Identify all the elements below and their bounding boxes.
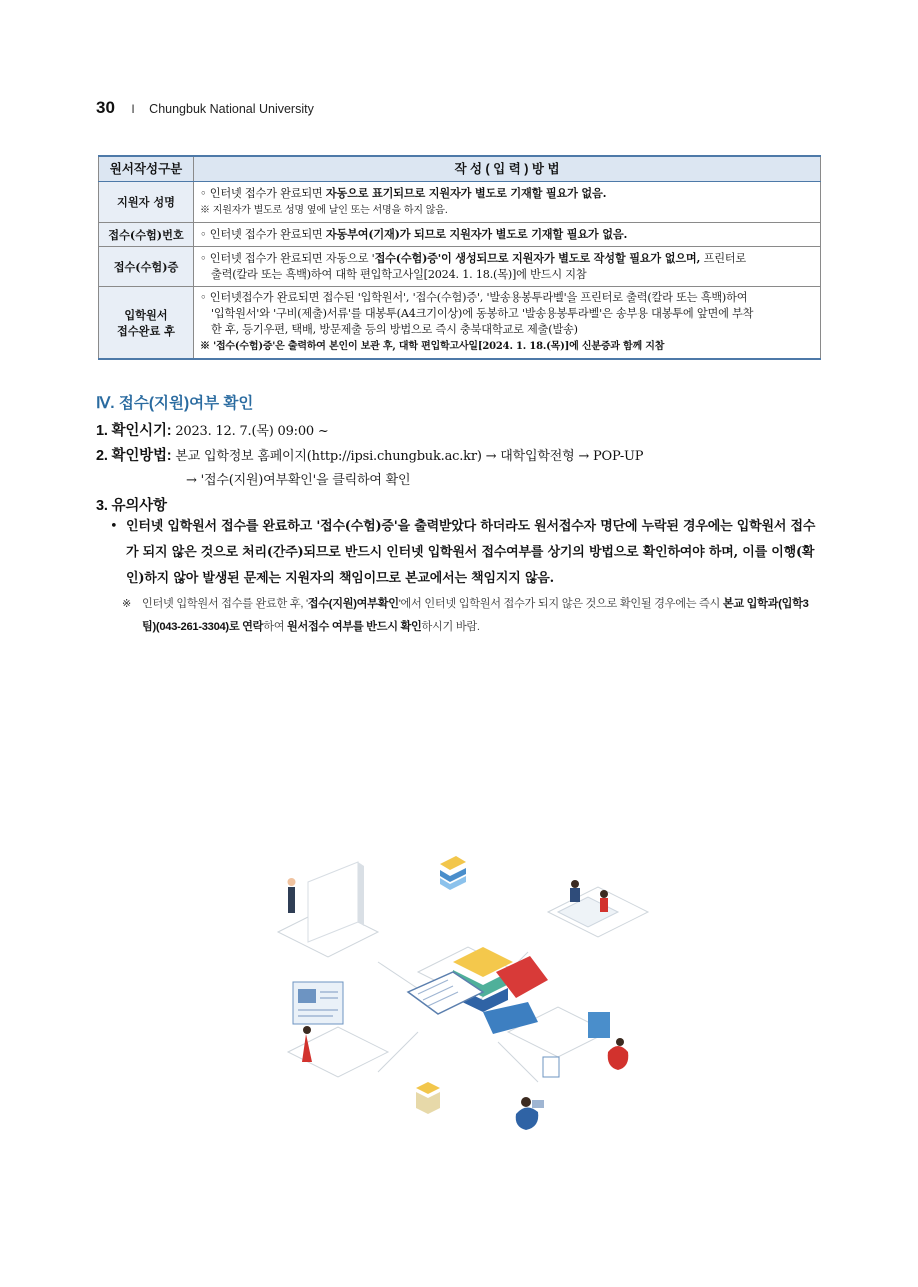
row-text-bold: 접수(수험)증'이 생성되므로 지원자가 별도로 작성할 필요가 없으며, [374,251,701,265]
item-key: 3. 유의사항 [96,498,167,514]
note-mark: ※ [122,598,132,610]
col1-header: 원서작성구분 [99,156,194,182]
note-seg-bold: 원서접수 여부를 반드시 확인 [287,621,422,633]
col2-header: 작 성 ( 입 력 ) 방 법 [194,156,821,182]
note-seg: 하여 [263,621,288,633]
row-text: ◦ 인터넷 접수가 완료되면 [200,187,326,200]
check-method [96,446,643,467]
panel-icon [588,1012,610,1038]
row-note: ※ '접수(수험)증'은 출력하여 본인이 보관 후, 대학 편입학고사일[2024. 1. 18.(목)]에 신분증과 함께 지참 [200,341,665,352]
person-seated-icon [516,1107,539,1130]
bullet: • [110,519,118,534]
row-content [194,223,821,247]
table-header-row [99,156,821,182]
row-content [194,287,821,360]
table-row [99,223,821,247]
row-label: 접수(수험)번호 [99,223,194,247]
note-seg-bold: 접수(지원)여부확인 [307,598,399,610]
row-text: 출력(칼라 또는 흑백)하여 대학 편입학고사일[2024. 1. 18.(목)]에 반드시 지참 [211,268,587,281]
note-seg: 하시기 바람. [421,621,480,633]
row-text: 프린터로 [700,252,747,265]
row-label-line: 입학원서 [124,307,168,322]
table-row [99,182,821,223]
row-text: ◦ 인터넷접수가 완료되면 접수된 '입학원서', '접수(수험)증', '발송용봉투라벨'을 프린터로 출력(칼라 또는 흑백)하여 [200,291,748,304]
university-name: Chungbuk National University [149,102,314,116]
row-content [194,247,821,287]
isometric-education-illustration [268,852,654,1142]
row-text: ◦ 인터넷 접수가 완료되면 자동으로 ' [200,252,375,265]
table-row [99,287,821,360]
item-value: 2023. 12. 7.(목) 09:00 ~ [175,424,329,439]
row-label-line: 접수완료 후 [117,323,175,338]
notice-note [122,593,822,639]
note-text [142,593,822,639]
row-text-bold: 자동부여(기재)가 되므로 지원자가 별도로 기재할 필요가 없음. [325,227,628,241]
note-seg-bold: 본교 입학과(입학3팀)(043-261-3304)로 연락 [142,598,809,633]
row-label: 지원자 성명 [99,182,194,223]
note-seg: 인터넷 입학원서 접수를 완료한 후, ' [142,598,308,610]
check-period [96,421,329,442]
item-value: 본교 입학정보 홈페이지(http://ipsi.chungbuk.ac.kr) → 대학입학전형 → POP-UP [175,449,644,464]
section-title: Ⅳ. 접수(지원)여부 확인 [96,395,254,412]
row-text-bold: 자동으로 표기되므로 지원자가 별도로 기재할 필요가 없음. [325,186,607,200]
note-seg: '에서 인터넷 입학원서 접수가 되지 않은 것으로 확인될 경우에는 즉시 [398,598,723,610]
row-text: '입학원서'와 '구비(제출)서류'를 대봉투(A4크기이상)에 동봉하고 '발송용봉투라벨'은 송부용 대봉투에 앞면에 부착 [211,307,754,320]
row-text: 한 후, 등기우편, 택배, 방문제출 등의 방법으로 즉시 충북대학교로 제출(발송) [211,323,578,336]
row-label: 접수(수험)증 [99,247,194,287]
header-separator: I [131,102,135,116]
monitor-shape [308,862,358,942]
item-key: 2. 확인방법: [96,448,172,464]
row-note: ※ 지원자가 별도로 성명 옆에 날인 또는 서명을 하지 않음. [200,205,448,216]
row-label [99,287,194,360]
entry-method-table [98,155,821,360]
row-content [194,182,821,223]
notice-paragraph [110,514,824,592]
notice-text: 인터넷 입학원서 접수를 완료하고 '접수(수험)증'을 출력받았다 하더라도 원서접수자 명단에 누락된 경우에는 입학원서 접수가 되지 않은 것으로 처리(간주)되므로 반드시 인터넷 입학원서 접수여부를 상기의 방법으로 확인하여야 하며, 이를 이행(확인)하지 않아 발생된 문제는 지원자의 책임이므로 본교에서는 책임지지 않음. [126,519,816,586]
item-key: 1. 확인시기: [96,423,172,439]
page-number: 30 [96,98,115,117]
desk-shape [558,897,618,927]
table-row [99,247,821,287]
person-icon [288,887,295,913]
row-text: ◦ 인터넷 접수가 완료되면 [200,228,326,241]
check-method-cont: → '접수(지원)여부확인'을 클릭하여 확인 [186,473,411,488]
page-header [96,98,314,118]
